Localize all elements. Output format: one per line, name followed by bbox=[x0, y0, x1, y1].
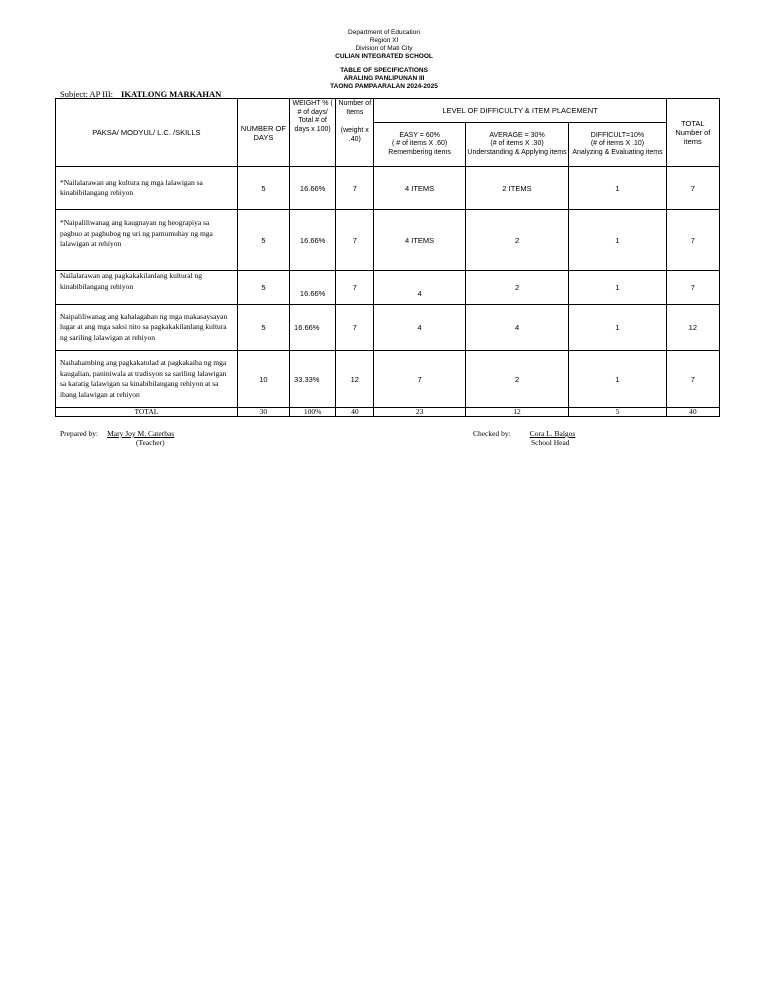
easy-description: Remembering items bbox=[388, 148, 451, 156]
column-header-level: LEVEL OF DIFFICULTY & ITEM PLACEMENT bbox=[374, 99, 666, 123]
totals-total: 40 bbox=[666, 408, 719, 417]
total-cell: 7 bbox=[666, 167, 719, 210]
totals-label: TOTAL bbox=[56, 408, 238, 417]
totals-items: 40 bbox=[336, 408, 374, 417]
days-cell: 5 bbox=[237, 210, 289, 271]
department-name: Department of Education bbox=[348, 29, 420, 36]
days-cell: 10 bbox=[237, 351, 289, 408]
average-cell: 2 bbox=[465, 351, 568, 408]
prepared-by-role: (Teacher) bbox=[136, 438, 165, 447]
weight-cell: 16.66% bbox=[290, 271, 336, 305]
easy-cell: 4 bbox=[374, 305, 465, 351]
weight-cell: 16.66% bbox=[290, 210, 336, 271]
subject-label: Subject: AP III: bbox=[60, 89, 114, 99]
checked-by-label: Checked by: bbox=[473, 429, 511, 438]
easy-cell: 4 ITEMS bbox=[374, 167, 465, 210]
document-header bbox=[0, 29, 768, 91]
checked-by-role: School Head bbox=[531, 438, 570, 447]
days-cell: 5 bbox=[237, 271, 289, 305]
table-row bbox=[56, 167, 720, 210]
document-title: TABLE OF SPECIFICATIONS bbox=[340, 67, 428, 74]
skill-cell: *Naipaliliwanag ang kaugnayan ng heograpiya sa pagbuo at paghubog ng uri ng pamumuhay ng mga lalawigan at rehiyon bbox=[56, 210, 238, 271]
average-cell: 2 bbox=[465, 271, 568, 305]
column-header-weight: WEIGHT % ( # of days/ Total # of days x 100) bbox=[290, 99, 336, 167]
difficult-cell: 1 bbox=[569, 305, 666, 351]
totals-difficult: 5 bbox=[569, 408, 666, 417]
easy-cell: 4 bbox=[374, 271, 465, 305]
totals-days: 30 bbox=[237, 408, 289, 417]
column-header-difficult bbox=[569, 123, 666, 167]
average-cell: 2 bbox=[465, 210, 568, 271]
items-cell: 7 bbox=[336, 167, 374, 210]
school-year: TAONG PAMPAARALAN 2024-2025 bbox=[330, 83, 438, 90]
prepared-by-block bbox=[60, 429, 174, 447]
average-cell: 2 ITEMS bbox=[465, 167, 568, 210]
total-cell: 7 bbox=[666, 351, 719, 408]
items-cell: 7 bbox=[336, 210, 374, 271]
table-of-specifications bbox=[55, 98, 720, 417]
division-name: Division of Mati City bbox=[355, 45, 413, 52]
prepared-by-name: Mary Joy M. Caterbas bbox=[107, 429, 175, 438]
difficult-formula: (# of items X .10) bbox=[590, 140, 645, 148]
table-row bbox=[56, 271, 720, 305]
easy-formula: ( # of items X .60) bbox=[391, 140, 448, 148]
skill-cell: Nailalarawan ang pagkakakilanlang kultural ng kinabibilangang rehiyon bbox=[56, 271, 238, 305]
weight-cell: 16.66% bbox=[290, 305, 336, 351]
items-cell: 12 bbox=[336, 351, 374, 408]
difficult-cell: 1 bbox=[569, 351, 666, 408]
average-title: AVERAGE = 30% bbox=[489, 131, 545, 139]
subject-title: ARALING PANLIPUNAN III bbox=[343, 75, 425, 82]
total-cell: 7 bbox=[666, 210, 719, 271]
column-header-total: TOTAL Number of items bbox=[666, 99, 719, 167]
totals-row bbox=[56, 408, 720, 417]
weight-cell: 16.66% bbox=[290, 167, 336, 210]
quarter-label: IKATLONG MARKAHAN bbox=[121, 89, 222, 99]
easy-title: EASY = 60% bbox=[399, 131, 440, 139]
totals-average: 12 bbox=[465, 408, 568, 417]
items-cell: 7 bbox=[336, 305, 374, 351]
checked-by-block bbox=[473, 429, 575, 447]
total-cell: 12 bbox=[666, 305, 719, 351]
difficult-cell: 1 bbox=[569, 210, 666, 271]
table-row bbox=[56, 305, 720, 351]
school-name: CULIAN INTEGRATED SCHOOL bbox=[335, 53, 433, 60]
column-header-skills: PAKSA/ MODYUL/ L.C. /SKILLS bbox=[56, 99, 238, 167]
total-cell: 7 bbox=[666, 271, 719, 305]
column-header-average bbox=[465, 123, 568, 167]
column-header-items bbox=[336, 99, 374, 167]
items-header-label: Number of Items bbox=[338, 100, 372, 116]
difficult-cell: 1 bbox=[569, 271, 666, 305]
difficult-title: DIFFICULT=10% bbox=[590, 131, 645, 139]
difficult-cell: 1 bbox=[569, 167, 666, 210]
easy-cell: 4 ITEMS bbox=[374, 210, 465, 271]
average-cell: 4 bbox=[465, 305, 568, 351]
totals-weight: 100% bbox=[290, 408, 336, 417]
totals-easy: 23 bbox=[374, 408, 465, 417]
average-formula: (# of items X .30) bbox=[490, 140, 544, 148]
skill-cell: Naihahambing ang pagkakatulad at pagkakaiba ng mga kaugalian, paniniwala at tradisyon sa sariling lalawigan sa karatig lalawigan sa kinabibilangang rehiyon at sa ibang lalawigan at rehiyon bbox=[56, 351, 238, 408]
column-header-easy bbox=[374, 123, 465, 167]
skill-cell: Naipaliliwanag ang kahalagahan ng mga makasaysayan lugar at ang mga saksi nito sa pagkakakilanlang kultura ng sariling lalawigan at rehiyon bbox=[56, 305, 238, 351]
items-cell: 7 bbox=[336, 271, 374, 305]
table-row bbox=[56, 210, 720, 271]
difficult-description: Analyzing & Evaluating items bbox=[572, 148, 663, 156]
easy-cell: 7 bbox=[374, 351, 465, 408]
items-header-formula: (weight x .40) bbox=[340, 127, 369, 143]
column-header-days: NUMBER OF DAYS bbox=[237, 99, 289, 167]
prepared-by-label: Prepared by: bbox=[60, 429, 99, 438]
weight-cell: 33.33% bbox=[290, 351, 336, 408]
checked-by-name: Cora L. Balgos bbox=[529, 429, 576, 438]
region-name: Region XI bbox=[369, 37, 399, 44]
days-cell: 5 bbox=[237, 167, 289, 210]
skill-cell: *Nailalarawan ang kultura ng mga lalawigan sa kinabibilangang rehiyon bbox=[56, 167, 238, 210]
table-row bbox=[56, 351, 720, 408]
average-description: Understanding & Applying items bbox=[467, 148, 567, 156]
days-cell: 5 bbox=[237, 305, 289, 351]
